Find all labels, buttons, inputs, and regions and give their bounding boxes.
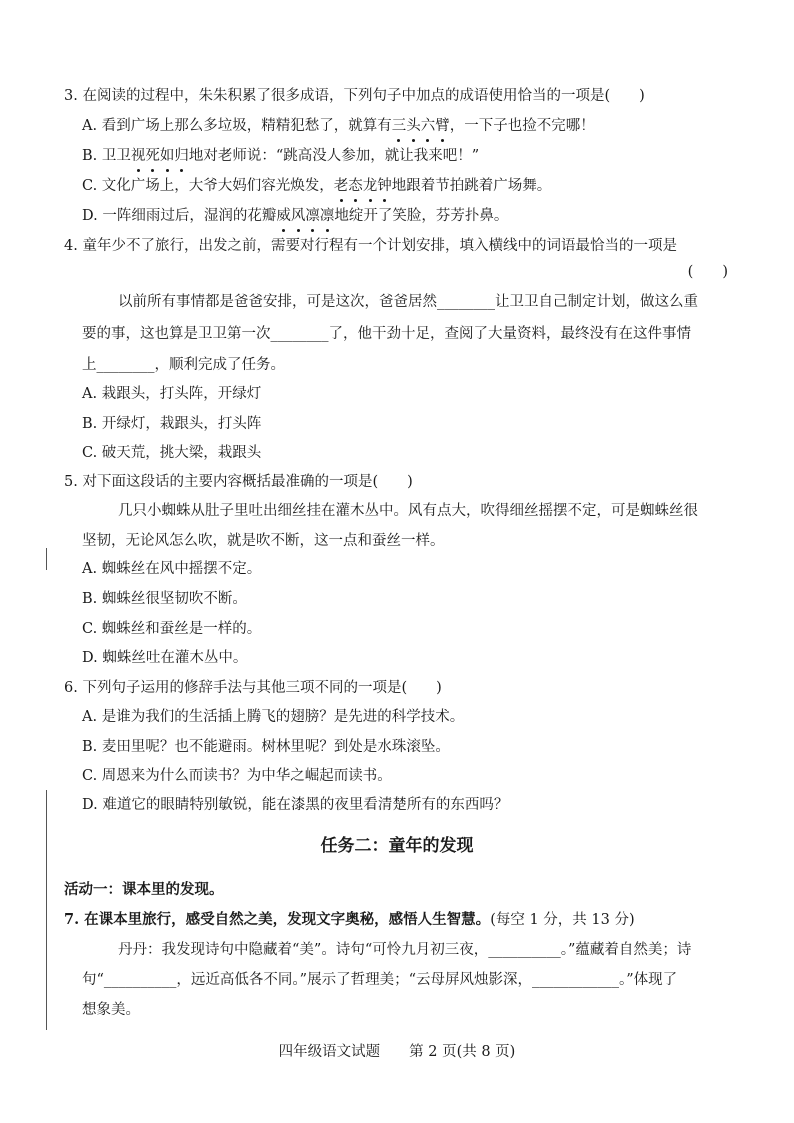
q7-passage-line1[interactable]: 丹丹：我发现诗句中隐藏着“美”。诗句“可怜九月初三夜，__________。”蕴藏着自然美；诗: [118, 942, 692, 958]
page-footer: 四年级语文试题 第 2 页(共 8 页): [278, 1044, 516, 1060]
q6-option-d[interactable]: D. 难道它的眼睛特别敏锐，能在漆黑的夜里看清楚所有的东西吗？: [82, 797, 509, 813]
emphasis-char: 臂: [435, 118, 450, 134]
q4-option-c[interactable]: C. 破天荒，挑大梁，栽跟头: [82, 445, 262, 461]
emphasis-char: 头: [406, 118, 421, 134]
q7-score: (每空 1 分，共 13 分): [490, 912, 635, 928]
left-margin-mark: [46, 548, 47, 570]
q4-passage-line1: 以前所有事情都是爸爸安排，可是这次，爸爸居然________让卫卫自己制定计划，做这么重: [118, 294, 698, 310]
q4-option-a[interactable]: A. 栽跟头，打头阵，开绿灯: [82, 386, 262, 402]
activity-heading: 活动一：课本里的发现。: [64, 881, 224, 898]
q3-b-idiom: [131, 148, 189, 164]
emphasis-char: 死: [145, 148, 160, 164]
q7-passage-line2[interactable]: 句“__________，远近高低各不同。”展示了哲理美；“云母屏风烛影深，____________。”体现了: [82, 972, 678, 988]
emphasis-char: 如: [159, 148, 175, 164]
q4-stem: 4. 童年少不了旅行，出发之前，需要对行程有一个计划安排，填入横线中的词语最恰当的一项是: [64, 238, 677, 254]
q3-option-d[interactable]: [82, 206, 508, 226]
q7-stem-text: 7. 在课本里旅行，感受自然之美，发现文字奥秘，感悟人生智慧。: [64, 911, 491, 928]
emphasis-char: 威: [276, 208, 291, 224]
q3-option-c[interactable]: [82, 176, 551, 196]
q5-passage-line2: 坚韧，无论风怎么吹，就是吹不断，这一点和蚕丝一样。: [82, 533, 445, 549]
q5-option-b[interactable]: B. 蜘蛛丝很坚韧吹不断。: [82, 591, 247, 607]
q3-option-b[interactable]: [82, 146, 479, 166]
q3-b-pre: B. 卫卫: [82, 148, 131, 164]
emphasis-char: 六: [420, 118, 436, 134]
emphasis-char: 龙: [362, 178, 378, 194]
q5-passage-line1: 几只小蜘蛛从肚子里吐出细丝挂在灌木丛中。风有点大，吹得细丝摇摆不定，可是蜘蛛丝很: [118, 503, 698, 519]
q5-option-d[interactable]: D. 蜘蛛丝吐在灌木丛中。: [82, 650, 248, 666]
emphasis-char: 凛: [305, 208, 320, 224]
q3-c-idiom: [334, 178, 392, 194]
q3-c-pre: C. 文化广场上，大爷大妈们容光焕发，: [82, 178, 334, 194]
emphasis-char: 态: [348, 178, 363, 194]
q6-option-c[interactable]: C. 周恩来为什么而读书？为中华之崛起而读书。: [82, 768, 392, 784]
left-margin-mark-long: [46, 790, 47, 1030]
q4-option-b[interactable]: B. 开绿灯，栽跟头，打头阵: [82, 416, 262, 432]
q7-stem: [64, 910, 635, 930]
emphasis-char: 视: [130, 148, 146, 164]
emphasis-char: 三: [391, 118, 407, 134]
q6-option-a[interactable]: A. 是谁为我们的生活插上腾飞的翅膀？是先进的科学技术。: [82, 709, 465, 725]
q5-stem: 5. 对下面这段话的主要内容概括最准确的一项是( ): [64, 474, 413, 490]
q7-passage-line3: 想象美。: [82, 1002, 140, 1018]
emphasis-char: 归: [174, 148, 189, 164]
q3-b-post: 地对老师说：“跳高没人参加，就让我来吧！”: [188, 148, 480, 164]
q3-a-pre: A. 看到广场上那么多垃圾，精精犯愁了，就算有: [82, 118, 392, 134]
q3-d-post: 地绽开了笑脸，芬芳扑鼻。: [334, 208, 509, 224]
section-title: 任务二：童年的发现: [320, 836, 474, 856]
q3-c-post: 地跟着节拍跳着广场舞。: [391, 178, 552, 194]
q5-option-c[interactable]: C. 蜘蛛丝和蚕丝是一样的。: [82, 621, 262, 637]
q5-option-a[interactable]: A. 蜘蛛丝在风中摇摆不定。: [82, 561, 262, 577]
q4-answer-paren[interactable]: ( ): [687, 264, 728, 280]
emphasis-char: 钟: [377, 178, 392, 194]
q3-a-idiom: [392, 118, 450, 134]
q3-option-a[interactable]: [82, 116, 595, 136]
q3-d-pre: D. 一阵细雨过后，湿润的花瓣: [82, 208, 277, 224]
q6-option-b[interactable]: B. 麦田里呢？也不能避雨。树林里呢？到处是水珠滚坠。: [82, 739, 450, 755]
emphasis-char: 老: [333, 178, 349, 194]
q4-passage-line3: 上________，顺利完成了任务。: [82, 357, 285, 373]
q6-stem: 6. 下列句子运用的修辞手法与其他三项不同的一项是( ): [64, 680, 442, 696]
q3-a-post: ，一下子也捡不完哪！: [449, 118, 595, 134]
emphasis-char: 凛: [319, 208, 335, 224]
q4-passage-line2: 要的事，这也算是卫卫第一次________了，他干劲十足，查阅了大量资料，最终没有在这件事情: [82, 326, 691, 342]
q3-stem: 3. 在阅读的过程中，朱朱积累了很多成语，下列句子中加点的成语使用恰当的一项是( ): [64, 88, 645, 104]
emphasis-char: 风: [290, 208, 306, 224]
q3-d-idiom: [276, 208, 334, 224]
